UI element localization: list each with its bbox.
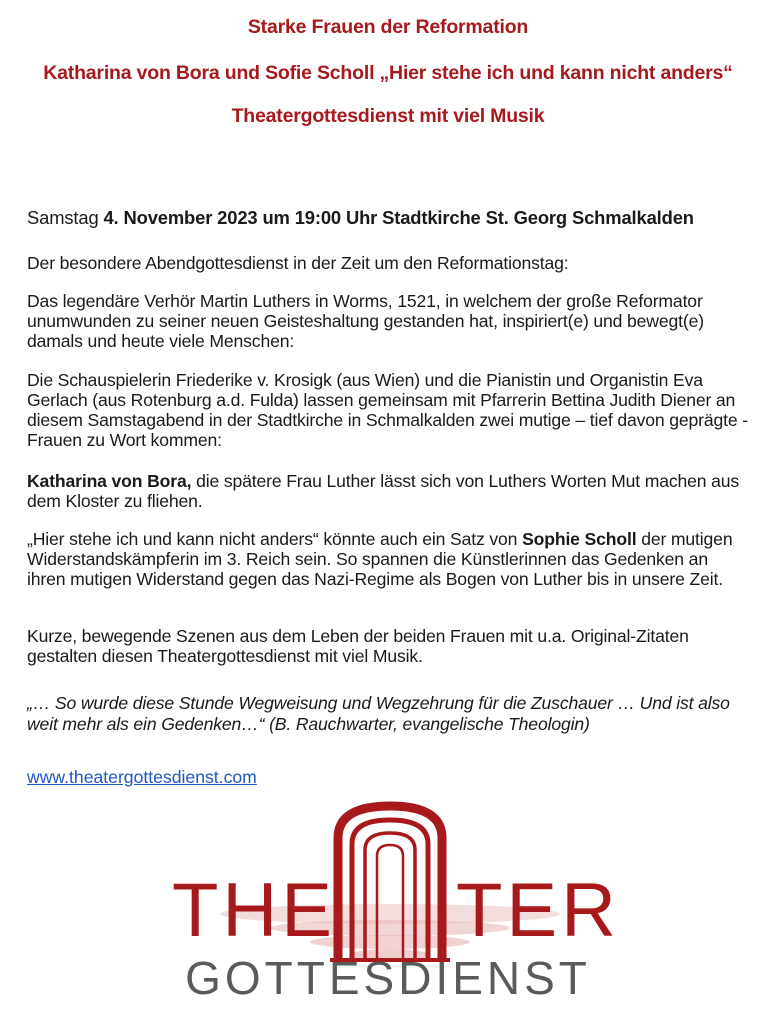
sophie-text-start: „Hier stehe ich und kann nicht anders“ könnte auch ein Satz von [27,528,523,549]
sophie-paragraph [27,529,749,589]
event-date-line [27,208,749,228]
sophie-text-rest: der mutigen Widerstandskämpferin im 3. Reich sein. So spannen die Künstlerinnen das Gedenken an ihren mutigen Widerstand gegen das Nazi-Regime als Bogen von Luther bis in unsere Zeit. [27,528,733,589]
luther-paragraph: Das legendäre Verhör Martin Luthers in Worms, 1521, in welchem der große Reformator unumwunden zu seiner neuen Geisteshaltung gestanden hat, inspiriert(e) und bewegt(e) damals und heute viele Menschen: [27,290,704,351]
scenes-paragraph: Kurze, bewegende Szenen aus dem Leben der beiden Frauen mit u.a. Original-Zitaten gestalten diesen Theatergottesdienst mit viel Musik. [27,625,689,666]
katharina-name: Katharina von Bora, [27,470,192,491]
headline-subtitle: Katharina von Bora und Sofie Scholl „Hier stehe ich und kann nicht anders“ [43,62,733,84]
sophie-name: Sophie Scholl [522,528,637,549]
katharina-text: die spätere Frau Luther lässt sich von Luthers Worten Mut machen aus dem Kloster zu fliehen. [27,470,740,511]
logo-word-bottom: GOTTESDIENST [185,952,591,1004]
event-details: 4. November 2023 um 19:00 Uhr Stadtkirche St. Georg Schmalkalden [103,207,694,229]
logo-word-right: TER [456,868,620,953]
website-link[interactable]: www.theatergottesdienst.com [27,767,257,787]
intro-paragraph: Der besondere Abendgottesdienst in der Zeit um den Reformationstag: [27,252,569,273]
theatergottesdienst-logo [0,800,776,1024]
katharina-paragraph [27,471,749,511]
performers-paragraph: Die Schauspielerin Friederike v. Krosigk (aus Wien) und die Pianistin und Organistin Eva Gerlach (aus Rotenburg a.d. Fulda) lassen gemeinsam mit Pfarrerin Bettina Judith Diener an diesem Samstagabend in der Stadtkirche in Schmalkalden zwei mutige – tief davon geprägte - Frauen zu Wort kommen: [27,369,748,450]
headline-tagline: Theatergottesdienst mit viel Musik [231,105,545,127]
logo-word-left: THE [172,868,336,953]
review-quote: „… So wurde diese Stunde Wegweisung und Wegzehrung für die Zuschauer … Und ist also weit mehr als ein Gedenken…“ (B. Rauchwarter, evangelische Theologin) [27,692,730,734]
event-prefix: Samstag [27,207,104,229]
headline-title: Starke Frauen der Reformation [247,16,529,38]
